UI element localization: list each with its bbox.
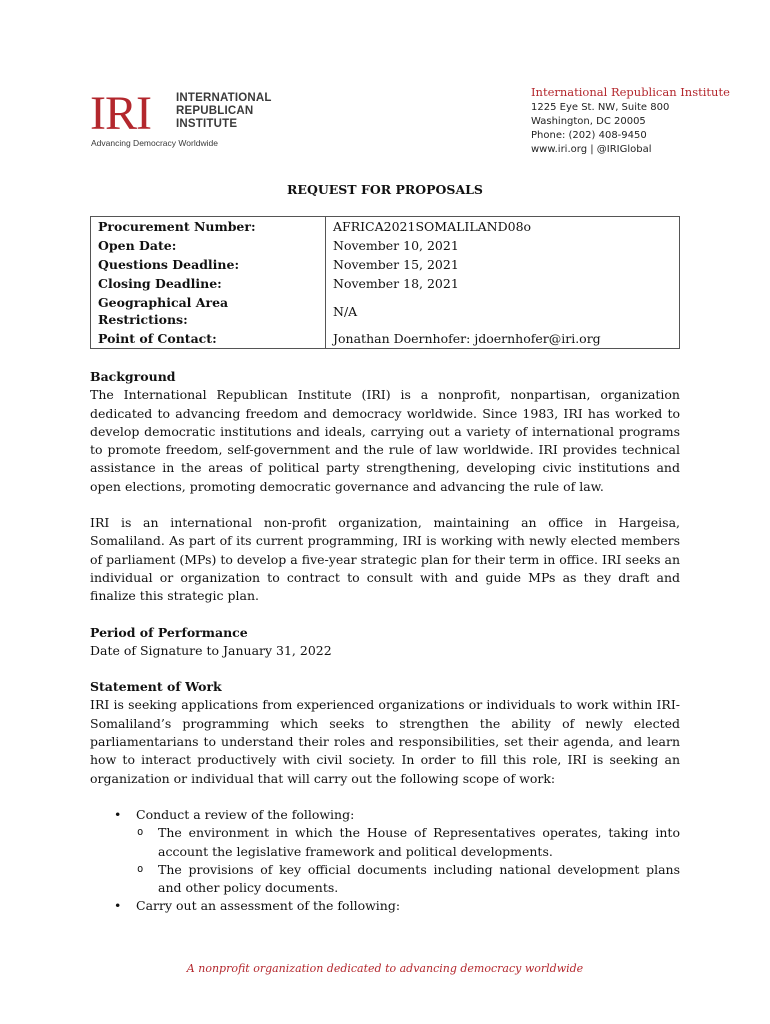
bullet-text: Conduct a review of the following:: [136, 806, 355, 822]
table-row: [91, 293, 680, 329]
performance-heading: Period of Performance: [90, 624, 248, 640]
geo-value: N/A: [326, 293, 680, 329]
geo-label: Geographical Area Restrictions:: [91, 293, 326, 329]
address-phone: Phone: (202) 408-9450: [531, 130, 647, 141]
list-item: [136, 897, 680, 915]
table-row: [91, 217, 680, 237]
table-row: [91, 274, 680, 293]
bullet-text: Carry out an assessment of the following:: [136, 898, 401, 914]
iri-logo: [90, 87, 290, 150]
list-item: o The provisions of key official documents including national development plans and other policy documents.: [158, 861, 680, 898]
document-title: REQUEST FOR PROPOSALS: [287, 182, 483, 197]
closing-deadline-label: Closing Deadline:: [91, 274, 326, 293]
table-row: [91, 329, 680, 349]
procurement-label: Procurement Number:: [91, 217, 326, 237]
background-para-1: The International Republican Institute (IRI) is a nonprofit, nonpartisan, organization dedicated to advancing freedom and democracy worldwide. Since 1983, IRI has worked to develop democratic institutions and ideals, carrying out a variety of international programs to promote freedom, self-government and the rule of law worldwide. IRI provides technical assistance in the areas of political party strengthening, developing civic institutions and open elections, promoting democratic governance and advancing the rule of law.: [90, 387, 680, 494]
closing-deadline-value: November 18, 2021: [326, 274, 680, 293]
sow-heading: Statement of Work: [90, 679, 222, 695]
background-para-2: IRI is an international non-profit organization, maintaining an office in Hargeisa, Somaliland. As part of its current programming, IRI is working with newly elected members of parliament (MPs) to develop a five-year strategic plan for their term in office. IRI seeks an individual or organization to contract to consult with and guide MPs as they draft and finalize this strategic plan.: [90, 515, 680, 604]
footer-tagline: A nonprofit organization dedicated to advancing democracy worldwide: [186, 962, 584, 975]
contact-label: Point of Contact:: [91, 329, 326, 349]
contact-value[interactable]: Jonathan Doernhofer: jdoernhofer@iri.org: [326, 329, 680, 349]
document-body: [90, 368, 680, 916]
sub-list: [136, 824, 680, 897]
performance-text: Date of Signature to January 31, 2022: [90, 642, 332, 658]
table-row: [91, 255, 680, 274]
sow-para: IRI is seeking applications from experienced organizations or individuals to work within IRI-Somaliland’s programming which seeks to strengthen the ability of newly elected parliamentarians to understand their roles and responsibilities, set their agenda, and learn how to interact productively with civil society. In order to fill this role, IRI is seeking an organization or individual that will carry out the following scope of work:: [90, 697, 680, 786]
table-row: [91, 236, 680, 255]
procurement-value: AFRICA2021SOMALILAND08o: [326, 217, 680, 237]
info-table: [90, 216, 680, 349]
open-date-value: November 10, 2021: [326, 236, 680, 255]
logo-letters: IRI: [90, 87, 151, 140]
address-block: [531, 84, 730, 157]
list-item: [136, 806, 680, 897]
address-org: International Republican Institute: [531, 85, 730, 99]
address-line1: 1225 Eye St. NW, Suite 800: [531, 102, 670, 113]
address-web[interactable]: www.iri.org | @IRIGlobal: [531, 144, 652, 155]
logo-name: INTERNATIONAL REPUBLICAN INSTITUTE: [176, 92, 272, 130]
list-item: o The environment in which the House of Representatives operates, taking into account the legislative framework and political developments.: [158, 824, 680, 861]
open-date-label: Open Date:: [91, 236, 326, 255]
questions-deadline-label: Questions Deadline:: [91, 255, 326, 274]
logo-tagline: Advancing Democracy Worldwide: [91, 138, 218, 148]
scope-list: [90, 806, 680, 916]
questions-deadline-value: November 15, 2021: [326, 255, 680, 274]
background-heading: Background: [90, 369, 176, 384]
address-line2: Washington, DC 20005: [531, 116, 646, 127]
